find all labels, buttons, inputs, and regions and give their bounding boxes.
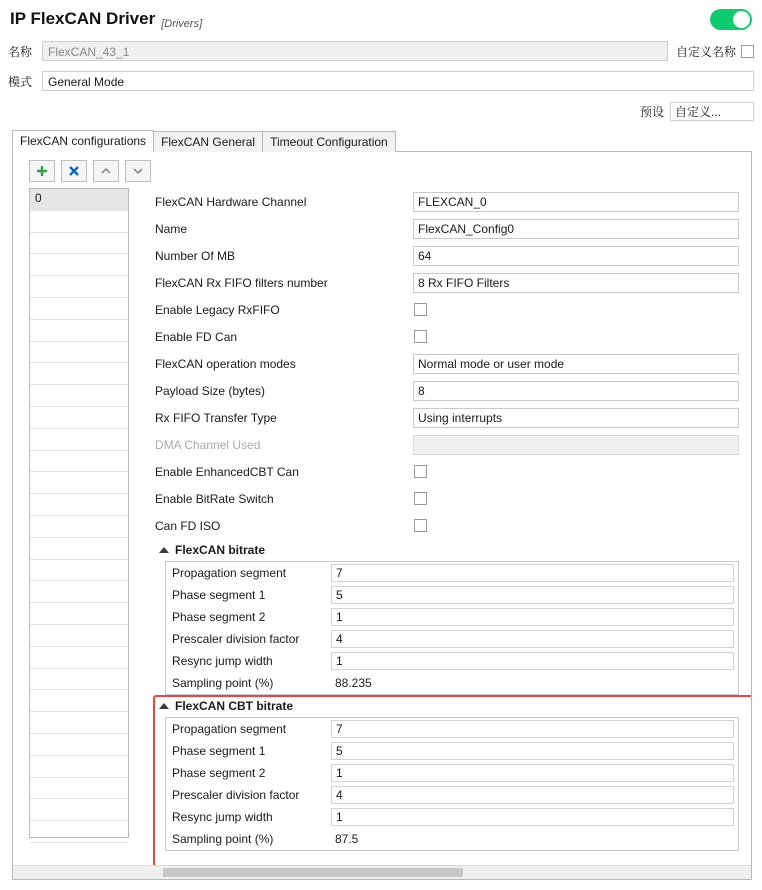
- list-item[interactable]: [30, 712, 128, 734]
- chevron-up-icon: [159, 703, 169, 709]
- list-item[interactable]: [30, 516, 128, 538]
- row-label: Phase segment 1: [172, 588, 266, 602]
- list-item[interactable]: [30, 603, 128, 625]
- flexcan-cbt-bitrate-group: [165, 717, 739, 851]
- flexcan-bitrate-group-header[interactable]: [155, 539, 739, 561]
- cbt-sampling-point-value: 87.5: [335, 832, 359, 846]
- list-toolbar: [13, 152, 751, 188]
- bitrate-phase-segment-2-input[interactable]: 1: [331, 608, 734, 626]
- hardware-channel-input[interactable]: FLEXCAN_0: [413, 192, 739, 212]
- rx-fifo-transfer-type-input[interactable]: Using interrupts: [413, 408, 739, 428]
- field-label: Payload Size (bytes): [155, 383, 266, 398]
- group-title: FlexCAN bitrate: [175, 543, 266, 557]
- list-item[interactable]: [30, 363, 128, 385]
- field-label: Number Of MB: [155, 248, 236, 263]
- custom-name-group: [676, 43, 754, 60]
- cbt-row-propagation-segment: [166, 718, 738, 740]
- tab-flexcan-general[interactable]: FlexCAN General: [153, 131, 263, 152]
- field-label: Name: [155, 221, 188, 236]
- field-row-rx-fifo-transfer-type: [155, 404, 739, 431]
- cbt-phase-segment-1-input[interactable]: 5: [331, 742, 734, 760]
- field-row-can-fd-iso: [155, 512, 739, 539]
- chevron-up-icon: [159, 547, 169, 553]
- config-name-input[interactable]: FlexCAN_Config0: [413, 219, 739, 239]
- field-label: FlexCAN Hardware Channel: [155, 194, 307, 209]
- cbt-propagation-segment-input[interactable]: 7: [331, 720, 734, 738]
- list-item[interactable]: [30, 581, 128, 603]
- list-item[interactable]: [30, 647, 128, 669]
- remove-config-button[interactable]: [61, 160, 87, 182]
- dma-channel-used-input: [413, 435, 739, 455]
- cbt-row-phase-segment-1: [166, 740, 738, 762]
- field-label: Can FD ISO: [155, 518, 221, 533]
- field-label: Enable EnhancedCBT Can: [155, 464, 299, 479]
- cbt-row-prescaler-division-factor: [166, 784, 738, 806]
- bitrate-row-sampling-point: [166, 672, 738, 694]
- config-content: [13, 188, 751, 851]
- list-item[interactable]: [30, 799, 128, 821]
- bitrate-phase-segment-1-input[interactable]: 5: [331, 586, 734, 604]
- field-label: FlexCAN operation modes: [155, 356, 296, 371]
- list-item[interactable]: [30, 472, 128, 494]
- cbt-row-resync-jump-width: [166, 806, 738, 828]
- list-item[interactable]: [30, 407, 128, 429]
- field-label: Rx FIFO Transfer Type: [155, 410, 277, 425]
- enable-legacy-rxfifo-checkbox[interactable]: [414, 303, 427, 316]
- mode-label: 模式: [8, 74, 33, 89]
- row-label: Phase segment 2: [172, 766, 266, 780]
- field-row-number-of-mb: [155, 242, 739, 269]
- operation-modes-input[interactable]: Normal mode or user mode: [413, 354, 739, 374]
- bitrate-row-resync-jump-width: [166, 650, 738, 672]
- field-row-rx-fifo-filters-number: [155, 269, 739, 296]
- bitrate-propagation-segment-input[interactable]: 7: [331, 564, 734, 582]
- config-list[interactable]: [29, 188, 129, 838]
- row-label: Prescaler division factor: [172, 632, 300, 646]
- can-fd-iso-checkbox[interactable]: [414, 519, 427, 532]
- move-down-button[interactable]: [125, 160, 151, 182]
- list-item[interactable]: [30, 625, 128, 647]
- list-item[interactable]: [30, 342, 128, 364]
- bitrate-row-phase-segment-2: [166, 606, 738, 628]
- list-item[interactable]: [30, 538, 128, 560]
- row-label: Prescaler division factor: [172, 788, 300, 802]
- preset-select[interactable]: 自定义...: [670, 102, 754, 121]
- row-label: Resync jump width: [172, 654, 273, 668]
- cbt-row-sampling-point: [166, 828, 738, 850]
- list-item[interactable]: [30, 778, 128, 800]
- page-subtitle: [Drivers]: [161, 18, 203, 30]
- list-item[interactable]: [30, 320, 128, 342]
- bitrate-sampling-point-value: 88.235: [335, 676, 372, 690]
- field-label: Enable FD Can: [155, 329, 238, 344]
- preset-row: [0, 100, 762, 122]
- tab-panel-flexcan-configurations: [12, 152, 752, 880]
- field-label: Enable Legacy RxFIFO: [155, 302, 280, 317]
- move-up-button[interactable]: [93, 160, 119, 182]
- list-item[interactable]: [30, 254, 128, 276]
- field-row-enable-enhancedcbt-can: [155, 458, 739, 485]
- field-row-enable-fd-can: [155, 323, 739, 350]
- bitrate-row-prescaler-division-factor: [166, 628, 738, 650]
- bitrate-row-phase-segment-1: [166, 584, 738, 606]
- config-form: [129, 188, 751, 851]
- bitrate-row-propagation-segment: [166, 562, 738, 584]
- mode-row: [0, 69, 762, 93]
- rx-fifo-filters-number-input[interactable]: 8 Rx FIFO Filters: [413, 273, 739, 293]
- list-item[interactable]: [30, 734, 128, 756]
- field-label: Enable BitRate Switch: [155, 491, 274, 506]
- cbt-prescaler-division-factor-input[interactable]: 4: [331, 786, 734, 804]
- group-title: FlexCAN CBT bitrate: [175, 699, 294, 713]
- field-label: DMA Channel Used: [155, 437, 261, 452]
- field-label: FlexCAN Rx FIFO filters number: [155, 275, 328, 290]
- list-item[interactable]: [30, 494, 128, 516]
- list-item[interactable]: [30, 451, 128, 473]
- field-row-enable-legacy-rxfifo: [155, 296, 739, 323]
- tab-flexcan-configurations[interactable]: FlexCAN configurations: [12, 130, 154, 152]
- list-item[interactable]: [30, 385, 128, 407]
- mode-input[interactable]: General Mode: [42, 71, 754, 91]
- list-item[interactable]: [30, 669, 128, 691]
- window-header: [0, 0, 762, 36]
- custom-name-label: 自定义名称: [675, 44, 736, 59]
- tab-timeout-configuration[interactable]: Timeout Configuration: [262, 131, 396, 152]
- scrollbar-thumb[interactable]: [163, 868, 463, 877]
- row-label: Sampling point (%): [172, 832, 274, 846]
- horizontal-scrollbar[interactable]: [13, 865, 751, 879]
- list-item[interactable]: [30, 821, 128, 843]
- field-row-dma-channel-used: [155, 431, 739, 458]
- field-row-hardware-channel: [155, 188, 739, 215]
- enable-enhancedcbt-can-checkbox[interactable]: [414, 465, 427, 478]
- row-label: Phase segment 2: [172, 610, 266, 624]
- cbt-resync-jump-width-input[interactable]: 1: [331, 808, 734, 826]
- name-input[interactable]: FlexCAN_43_1: [42, 41, 668, 61]
- add-config-button[interactable]: [29, 160, 55, 182]
- list-item[interactable]: [30, 211, 128, 233]
- field-row-name: [155, 215, 739, 242]
- name-label: 名称: [8, 44, 33, 59]
- list-item[interactable]: [30, 756, 128, 778]
- list-item[interactable]: [30, 276, 128, 298]
- name-row: [0, 39, 762, 63]
- field-row-enable-bitrate-switch: [155, 485, 739, 512]
- bitrate-resync-jump-width-input[interactable]: 1: [331, 652, 734, 670]
- enable-module-toggle[interactable]: [710, 9, 752, 30]
- list-item[interactable]: [30, 690, 128, 712]
- toggle-knob: [733, 11, 750, 28]
- custom-name-checkbox[interactable]: [741, 45, 754, 58]
- row-label: Resync jump width: [172, 810, 273, 824]
- row-label: Propagation segment: [172, 722, 287, 736]
- field-row-payload-size: [155, 377, 739, 404]
- list-item[interactable]: [30, 233, 128, 255]
- list-item[interactable]: [30, 298, 128, 320]
- list-item[interactable]: [30, 429, 128, 451]
- row-label: Propagation segment: [172, 566, 287, 580]
- row-label: Sampling point (%): [172, 676, 274, 690]
- number-of-mb-input[interactable]: 64: [413, 246, 739, 266]
- tab-strip: [12, 129, 752, 152]
- enable-bitrate-switch-checkbox[interactable]: [414, 492, 427, 505]
- cbt-row-phase-segment-2: [166, 762, 738, 784]
- row-label: Phase segment 1: [172, 744, 266, 758]
- cbt-phase-segment-2-input[interactable]: 1: [331, 764, 734, 782]
- list-item[interactable]: [30, 560, 128, 582]
- page-title: IP FlexCAN Driver: [10, 9, 156, 28]
- field-row-operation-modes: [155, 350, 739, 377]
- list-item[interactable]: 0: [30, 189, 128, 211]
- preset-label: 预设: [639, 104, 664, 119]
- payload-size-input[interactable]: 8: [413, 381, 739, 401]
- flexcan-cbt-bitrate-group-header[interactable]: [155, 695, 739, 717]
- bitrate-prescaler-division-factor-input[interactable]: 4: [331, 630, 734, 648]
- flexcan-bitrate-group: [165, 561, 739, 695]
- enable-fd-can-checkbox[interactable]: [414, 330, 427, 343]
